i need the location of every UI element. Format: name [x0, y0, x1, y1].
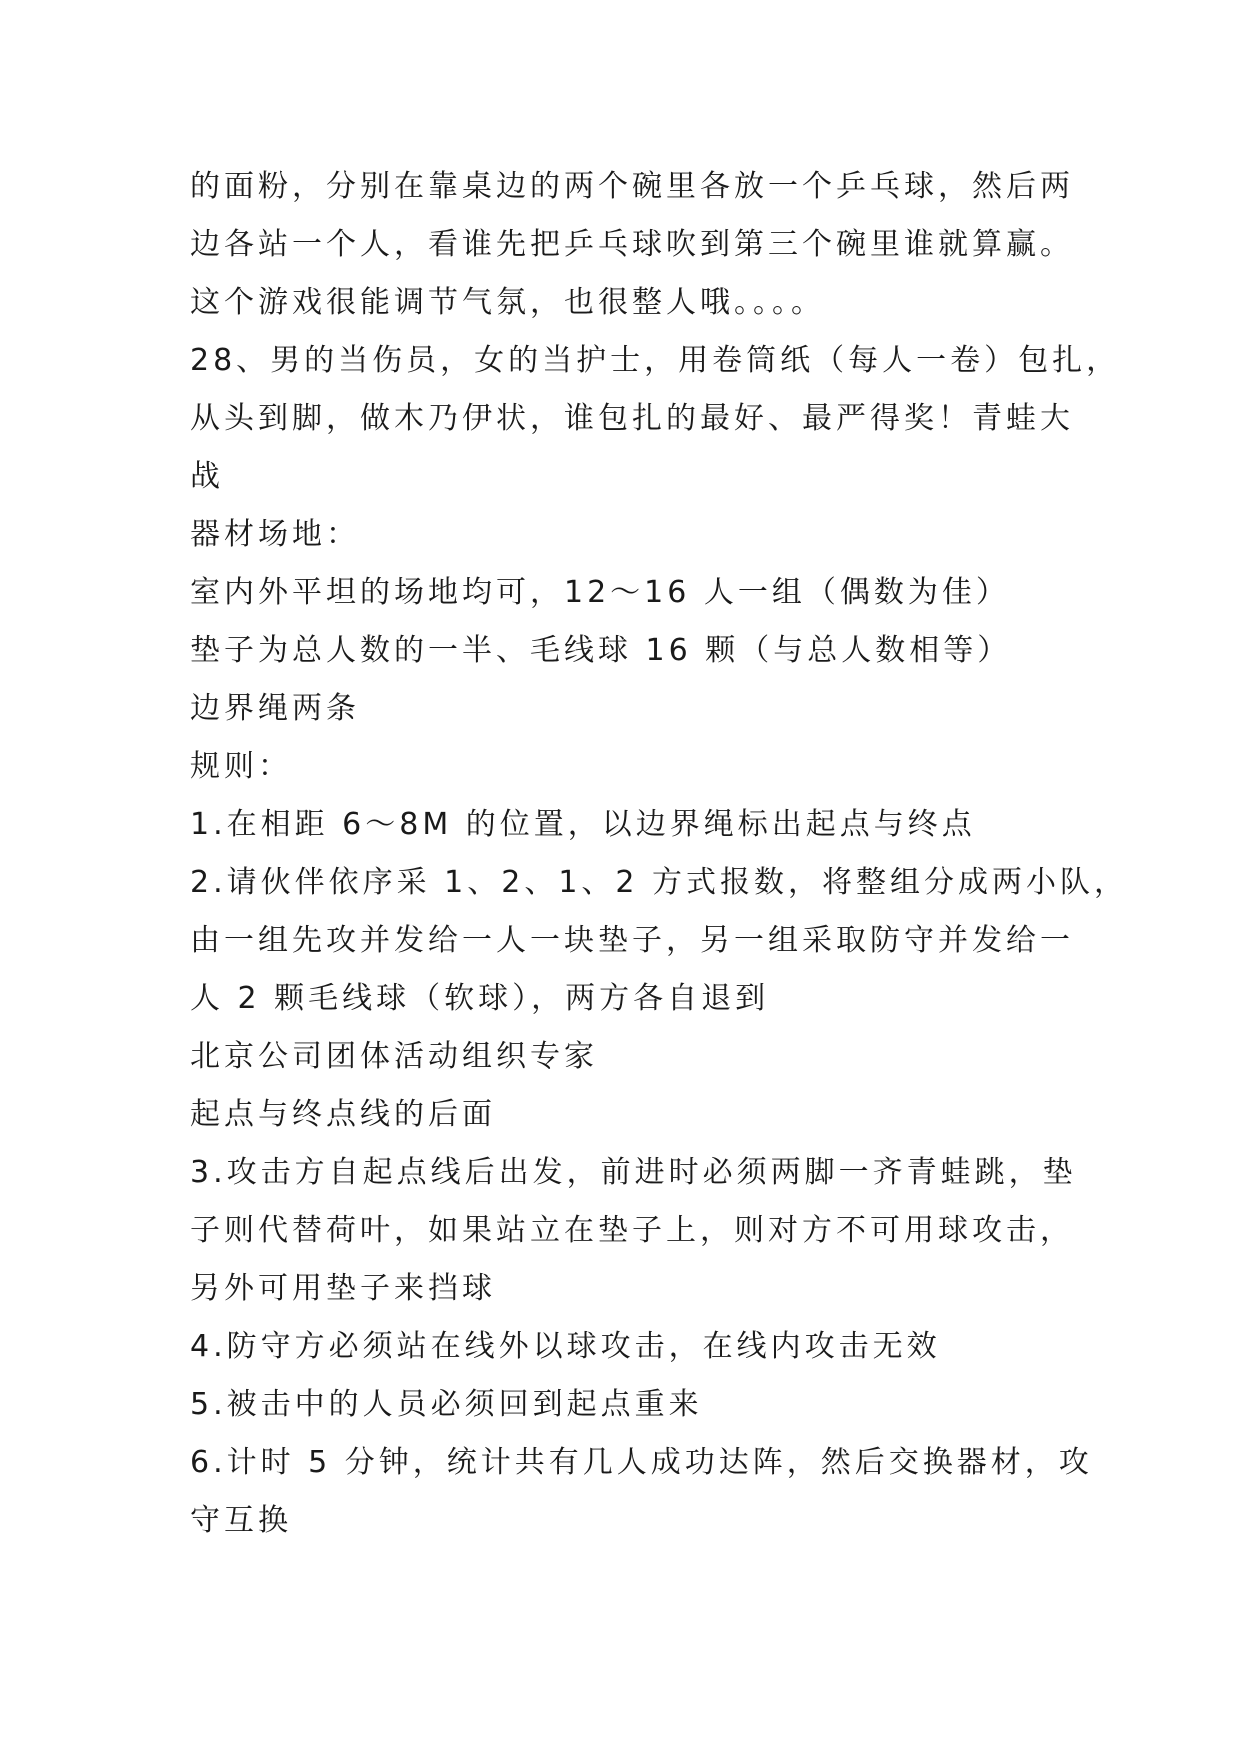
- text-line: 垫子为总人数的一半、毛线球 16 颗（与总人数相等）: [190, 633, 1012, 668]
- rule-item: 1.在相距 6～8M 的位置，以边界绳标出起点与终点: [190, 807, 976, 842]
- text-line: 边各站一个人，看谁先把乒乓球吹到第三个碗里谁就算赢。: [190, 227, 1074, 262]
- rule-item: 6.计时 5 分钟，统计共有几人成功达阵，然后交换器材，攻: [190, 1445, 1093, 1480]
- rule-item: 2.请伙伴依序采 1、2、1、2 方式报数，将整组分成两小队，: [190, 865, 1129, 900]
- text-line: 子则代替荷叶，如果站立在垫子上，则对方不可用球攻击，: [190, 1213, 1074, 1248]
- section-heading: 器材场地：: [190, 517, 360, 552]
- text-line: 从头到脚，做木乃伊状，谁包扎的最好、最严得奖！青蛙大: [190, 401, 1074, 436]
- text-line: 28、男的当伤员，女的当护士，用卷筒纸（每人一卷）包扎，: [190, 343, 1121, 378]
- rule-item: 3.攻击方自起点线后出发，前进时必须两脚一齐青蛙跳，垫: [190, 1155, 1077, 1190]
- text-line: 战: [190, 459, 224, 494]
- text-line: 这个游戏很能调节气氛，也很整人哦。。。。: [190, 285, 825, 320]
- text-line: 起点与终点线的后面: [190, 1097, 496, 1132]
- text-line: 由一组先攻并发给一人一块垫子，另一组采取防守并发给一: [190, 923, 1074, 958]
- text-line: 室内外平坦的场地均可，12～16 人一组（偶数为佳）: [190, 575, 1010, 610]
- rule-item: 4.防守方必须站在线外以球攻击，在线内攻击无效: [190, 1329, 941, 1364]
- text-line: 另外可用垫子来挡球: [190, 1271, 496, 1306]
- text-line: 边界绳两条: [190, 691, 360, 726]
- text-line: 的面粉，分别在靠桌边的两个碗里各放一个乒乓球，然后两: [190, 169, 1074, 204]
- rule-item: 5.被击中的人员必须回到起点重来: [190, 1387, 703, 1422]
- text-line: 人 2 颗毛线球（软球），两方各自退到: [190, 981, 770, 1016]
- section-heading: 规则：: [190, 749, 292, 784]
- text-line: 守互换: [190, 1503, 292, 1538]
- text-line: 北京公司团体活动组织专家: [190, 1039, 598, 1074]
- document-body: [190, 158, 1129, 1550]
